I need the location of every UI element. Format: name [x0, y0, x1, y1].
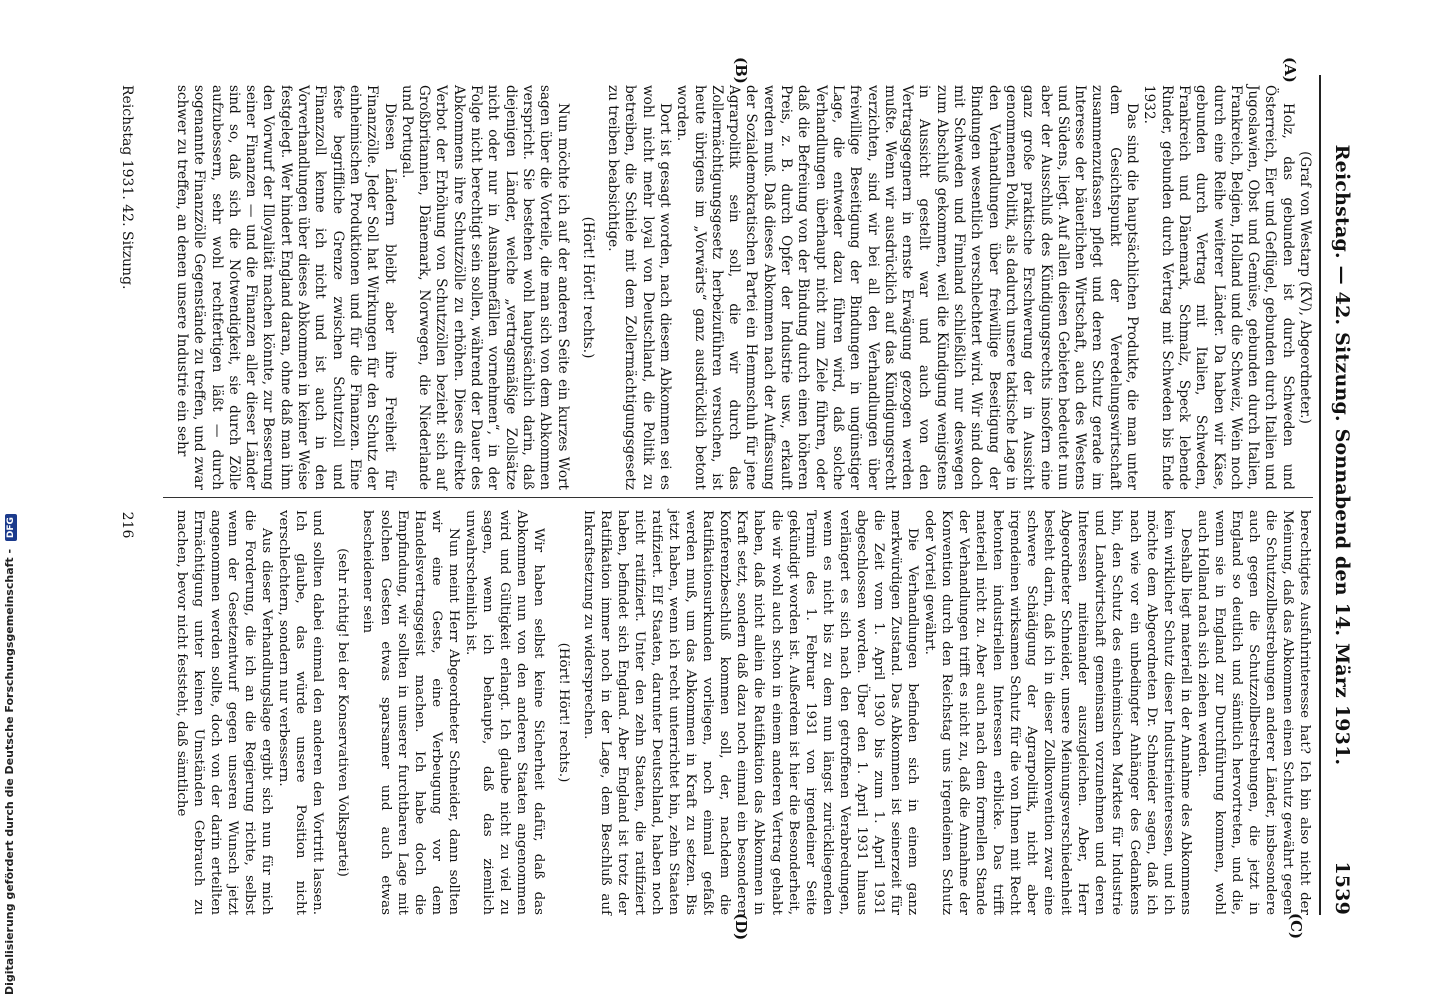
paragraph: Die Verhandlungen befinden sich in einem ganz merkwürdigen Zustand. Das Abkommen ist seinerzeit für die Zeit vom 1. April 1930 bis zum 1. April 1931 abgeschlossen worden. Über den 1. April 1931 hinaus verlängert es sich nach den getroffenen Verabredungen, wenn es nicht bis zu dem nun längst zurückliegenden Termin des 1. Februar 1931 von irgendeiner Seite gekündigt worden ist. Außerdem ist hier die Besonderheit, die wir wohl auch schon in einem anderen Vertrag gehabt haben, daß nicht allein die Ratifikation das Abkommen in Kraft setzt, sondern daß dazu noch einmal ein besonderer Konferenzbeschluß kommen soll, der, nachdem die Ratifikationsurkunden vorliegen, noch einmal gefaßt werden muß, um das Abkommen in Kraft zu setzen. Bis jetzt haben, wenn ich recht unterrichtet bin, zehn Staaten ratifiziert. Elf Staaten, darunter Deutschland, haben noch nicht ratifiziert. Unter den zehn Staaten, die ratifiziert haben, befindet sich England. Aber England ist trotz der Ratifikation immer noch in der Lage, dem Beschluß auf Inkraftsetzung zu widersprechen. [581, 510, 920, 915]
speaker-line: (Graf von Westarp (KV), Abgeordneter.) [1297, 151, 1313, 424]
paragraph: Aus dieser Verhandlungslage ergibt sich nun für mich die Forderung, die ich an die Regierung richte, selbst wenn der Gesetzentwurf gegen unseren Wunsch jetzt angenommen werden sollte, doch von der darin erteilten Ermächtigung unter keinen Umständen Gebrauch zu machen, bevor nicht feststeht, daß sämtliche [174, 510, 275, 915]
column-divider [163, 497, 1313, 498]
interjection: (Hört! Hört! rechts.) [555, 642, 571, 783]
page-title: Reichstag. — 42. Sitzung. Sonnabend den 14. März 1931. [1331, 144, 1353, 766]
left-column [173, 85, 1313, 490]
paragraph: Diesen Ländern bleibt aber ihre Freiheit für Finanzzölle. Jeder Soll hat Wirkungen für den Schutz der einheimischen Produktionen und für die Finanzen. Eine feste begriffliche Grenze zwischen Schutzzoll und Finanzzoll kenne ich nicht und ist auch in den Vorverhandlungen über dieses Abkommen in keiner Weise festgelegt. Wer hindert England daran, ohne daß man ihm den Vorwurf der Illoyalität machen könnte, zur Besserung seiner Finanzen — und die Finanzen aller dieser Länder sind so, daß sich die Notwendigkeit, sie durch Zölle aufzubessern, sehr wohl rechtfertigen läßt — durch sogenannte Finanzzölle Gegenstände zu treffen, und zwar schwer zu treffen, an denen unsere Industrie ein sehr [174, 85, 398, 490]
margin-marker-d: (D) [732, 913, 750, 941]
paragraph: Nun meint Herr Abgeordneter Schneider, dann sollten wir eine Geste, eine Verbeugung vor dem Handelsvertragsgeist machen. Ich habe doch die Empfindung, wir sollten in unserer furchtbaren Lage mit solchen Gesten etwas sparsamer und auch etwas bescheidener sein [360, 510, 461, 915]
paragraph: Dort ist gesagt worden, nach diesem Abkommen sei es wohl nicht mehr loyal von Deutschland, die Politik zu betreiben, die Schiele mit dem Zollermächtigungsgesetz zu treiben beabsichtige. [605, 85, 674, 490]
dfg-logo: DFG [5, 514, 17, 541]
paragraph: Wir haben selbst keine Sicherheit dafür, daß das Abkommen nun von den anderen Staaten angenommen wird und Gültigkeit erlangt. Ich glaube nicht zu viel zu sagen, wenn ich behaupte, daß das ziemlich unwahrscheinlich ist. [462, 510, 546, 915]
margin-marker-c: (C) [1287, 913, 1305, 940]
page-header [1325, 75, 1355, 915]
paragraph: Das sind die hauptsächlichen Produkte, die man unter dem Gesichtspunkt der Veredelungswirtschaft zusammenzufassen pflegt und deren Schutz gerade im Interesse der bäuerlichen Wirtschaft, auch des Westens und Südens, liegt. Auf allen diesen Gebieten bedeutet nun aber der Ausschluß des Kündigungsrechts insofern eine ganz große praktische Erschwerung der in Aussicht genommenen Politik, als dadurch unsere taktische Lage in den Verhandlungen über freiwillige Beseitigung der Bindungen wesentlich verschlechtert wird. Wir sind doch mit Schweden und Finnland schließlich nur deswegen zum Abschluß gekommen, weil die Kündigung wenigstens in Aussicht gestellt war und auch von den Vertragsgegnern in ernste Erwägung gezogen werden mußte. Wenn wir ausdrücklich auf das Kündigungsrecht verzichten, sind wir bei all den Verhandlungen über freiwillige Beseitigung der Bindungen in ungünstiger Lage, die entweder dazu führen wird, daß solche Verhandlungen überhaupt nicht zum Ziele führen, oder daß die Befreiung von der Bindung durch einen höheren Preis, z. B. durch Opfer der Industrie usw., erkauft werden muß. Daß dieses Abkommen nach der Auffassung der Sozialdemokratischen Partei ein Hemmschuh für jene Agrarpolitik sein soll, die wir durch das Zollermächtigungsgesetz herbeizuführen versuchen, ist heute übrigens im „Vorwärts“ ganz ausdrücklich betont worden. [674, 85, 1141, 490]
right-column [173, 510, 1313, 915]
page-number: 1539 [1331, 861, 1353, 915]
paragraph: Nun möchte ich auf der anderen Seite ein kurzes Wort sagen über die Vorteile, die man sich von dem Abkommen verspricht. Sie bestehen wohl hauptsächlich darin, daß diejenigen Länder, welche „vertragsmäßige Zollsätze nicht oder nur in Ausnahmefällen vornehmen“, in der Folge nicht berechtigt sein sollen, während der Dauer des Abkommens ihre Schutzzölle zu erhöhen. Dieses direkte Verbot der Erhöhung von Schutzzöllen bezieht sich auf Großbritannien, Dänemark, Norwegen, die Niederlande und Portugal. [398, 85, 571, 490]
footer-sheet-number: 216 [119, 511, 135, 539]
header-rule [1319, 75, 1321, 915]
scanned-page [75, 55, 1355, 941]
paragraph: Holz, das gebunden ist durch Schweden und Österreich, Eier und Geflügel, gebunden durch Italien und Jugoslawien, Obst und Gemüse, gebunden durch Italien, Frankreich, Belgien, Holland und die Schweiz, Wein noch durch eine Reihe weiterer Länder. Da haben wir Käse, gebunden durch Vertrag mit Italien, Schweden, Frankreich und Dänemark, Schmalz, Speck lebende Rinder, gebunden durch Vertrag mit Schweden bis Ende 1932. [1141, 85, 1296, 490]
interjection: (Hört! Hört! rechts.) [579, 216, 596, 359]
funding-credit-text [3, 514, 17, 995]
paragraph: und sollten dabei einmal den anderen den Vortritt lassen. Ich glaube, das würde unsere Position nicht verschlechtern, sondern nur verbessern. [276, 510, 326, 915]
margin-marker-a: (A) [1281, 57, 1299, 83]
credit-text: Digitalisierung gefördert durch die Deutsche Forschungsgemeinschaft - [3, 548, 16, 995]
paragraph: Deshalb liegt materiell in der Annahme des Abkommens kein wirklicher Schutz dieser Industrieinteressen, und ich möchte dem Abgeordneten Dr. Schneider sagen, daß ich nach wie vor ein unbedingter Anhänger des Gedankens bin, den Schutz des einheimischen Marktes für Industrie und Landwirtschaft gemeinsam vorzunehmen und deren Interessen miteinander auszugleichen. Aber, Herr Abgeordneter Schneider, unsere Meinungsverschiedenheit besteht darin, daß ich in dieser Zollkonvention zwar eine schwere Schädigung der Agrarpolitik, nicht aber irgendeinen wirksamen Schutz für die von Ihnen mit Recht betonten industriellen Interessen erblicke. Das trifft materiell nicht zu. Aber auch nach dem formellen Stande der Verhandlungen trifft es nicht zu, daß die Annahme der Konvention durch den Reichstag uns irgendeinen Schutz oder Vorteil gewährt. [921, 510, 1193, 915]
paragraph: berechtigtes Ausfuhrinteresse hat? Ich bin also nicht der Meinung, daß das Abkommen einen Schutz gewährt gegen die Schutzzollbestrebungen anderer Länder, insbesondere auch gegen die Schutzzollbestrebungen, die jetzt in England so deutlich und sämtlich hervortreten, und die, wenn sie in England zur Durchführung kommen, wohl auch Holland nach sich ziehen werden. [1194, 510, 1312, 915]
funding-credit [0, 0, 20, 1000]
margin-marker-b: (B) [732, 57, 750, 84]
interjection: (sehr richtig! bei der Konservativen Volkspartei) [335, 548, 351, 877]
footer-reference: Reichstag 1931. 42. Sitzung. [119, 85, 135, 290]
